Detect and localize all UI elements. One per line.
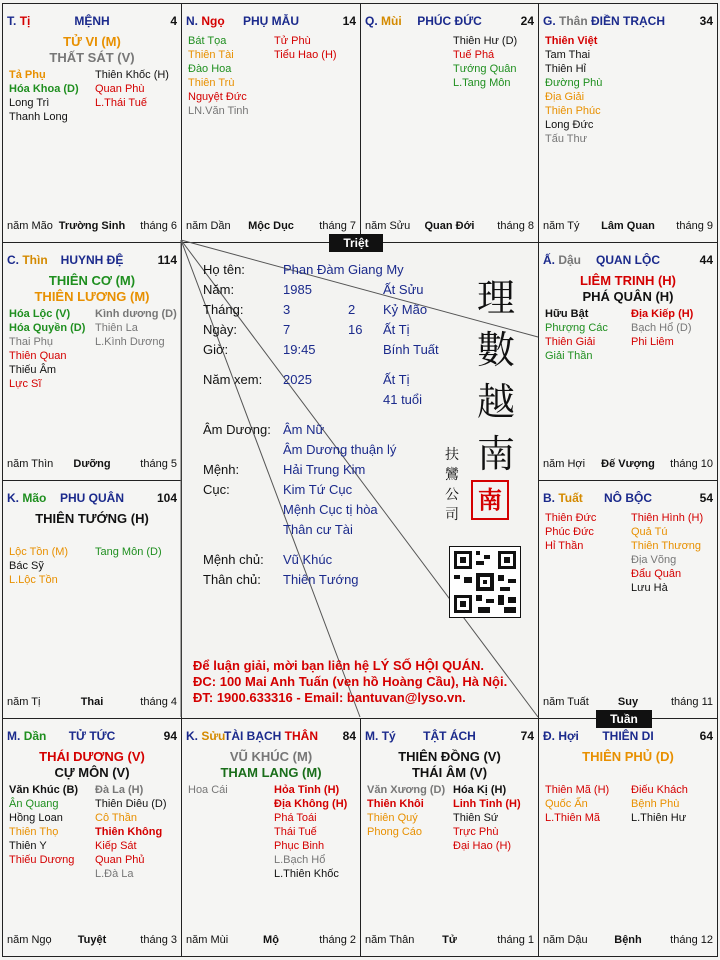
palace-number: 34 — [699, 14, 713, 28]
palace-chi: Dần — [23, 729, 47, 743]
thang-label: Tháng: — [203, 302, 244, 317]
calligraphy-char: 南 — [476, 432, 515, 476]
palace-can: Ấ. — [543, 253, 555, 267]
main-star: THIÊN ĐỒNG (V) — [398, 749, 501, 764]
palace-year: năm Hợi — [543, 458, 586, 470]
palace-chi: Mão — [22, 491, 47, 505]
palace-number: 44 — [699, 253, 713, 267]
calligraphy-char: 越 — [476, 380, 515, 424]
minor-star: Địa Giải — [545, 91, 585, 103]
minor-star: Thiên Trù — [188, 77, 235, 89]
ho-ten-value: Phan Đàm Giang My — [283, 262, 404, 277]
palace-life-stage: Trường Sinh — [58, 220, 126, 232]
minor-star: Thiên Diêu (D) — [95, 798, 167, 810]
minor-star: Trực Phù — [453, 826, 499, 838]
minor-star: L.Thái Tuế — [95, 97, 147, 109]
minor-star: Hóa Kị (H) — [453, 784, 507, 796]
side-char: 鸞 — [445, 467, 459, 483]
palace-month: tháng 10 — [670, 458, 713, 470]
palace-life-stage: Mộc Dục — [248, 220, 294, 232]
minor-star: Thiên Quý — [367, 812, 418, 824]
palace-number: 24 — [520, 14, 534, 28]
palace-life-stage: Lâm Quan — [601, 220, 655, 232]
palace-can: Q. — [365, 14, 378, 28]
minor-star: Quốc Ấn — [545, 798, 588, 810]
palace-name-text: TẬT ÁCH — [423, 729, 476, 743]
main-star: THIÊN LƯƠNG (M) — [34, 289, 150, 304]
palace-can: T. — [7, 14, 17, 28]
cuc-value: Kim Tứ Cục — [283, 482, 353, 497]
side-char: 公 — [445, 487, 459, 503]
minor-star: L.Lộc Tồn — [9, 574, 58, 586]
main-star: VŨ KHÚC (M) — [229, 749, 313, 764]
palace-life-stage: Tuyệt — [77, 934, 107, 946]
nam-xem-label: Năm xem: — [203, 372, 263, 387]
palace-name-text: QUAN LỘC — [596, 253, 660, 267]
minor-star: Phong Cáo — [367, 826, 423, 838]
minor-star: Tấu Thư — [545, 133, 588, 145]
minor-star: Địa Không (H) — [274, 798, 348, 810]
minor-star: Địa Kiếp (H) — [631, 308, 694, 320]
minor-star: Phi Liêm — [631, 336, 674, 348]
minor-star: Thiên Thọ — [9, 826, 59, 838]
palace-month: tháng 11 — [670, 696, 713, 708]
palace-number: 64 — [699, 729, 713, 743]
palace-life-stage: Mộ — [263, 934, 279, 946]
minor-star: LN.Văn Tinh — [188, 105, 249, 117]
palace-number: 114 — [157, 253, 177, 267]
minor-star: Thiên Quan — [9, 350, 67, 362]
minor-star: L.Đà La — [95, 868, 134, 880]
minor-star: Thiên Mã (H) — [545, 784, 610, 796]
ho-ten-label: Họ tên: — [203, 262, 245, 277]
minor-star: Thiếu Dương — [9, 854, 75, 866]
palace-name-text: MỆNH — [74, 14, 110, 28]
palace-month: tháng 2 — [319, 934, 356, 946]
minor-star: L.Tang Môn — [453, 77, 511, 89]
minor-star: Long Đức — [545, 119, 594, 131]
palace-year: năm Dần — [186, 220, 231, 232]
menh-value: Hải Trung Kim — [283, 462, 366, 477]
minor-star: Đường Phù — [545, 77, 603, 89]
minor-star: Tả Phụ — [9, 69, 46, 81]
minor-star: Thanh Long — [9, 111, 68, 123]
minor-star: Tam Thai — [545, 49, 591, 61]
minor-star: Văn Khúc (B) — [9, 784, 79, 796]
than-cu-value: Thân cư Tài — [283, 522, 353, 537]
minor-star: Quan Phủ — [95, 854, 145, 866]
minor-star: L.Thiên Mã — [545, 812, 601, 824]
palace-number: 4 — [170, 14, 177, 28]
minor-star: Văn Xương (D) — [367, 784, 446, 796]
palace-life-stage: Tử — [442, 934, 457, 946]
minor-star: Phá Toái — [274, 812, 317, 824]
minor-star: Hỉ Thần — [545, 540, 584, 552]
minor-star: Đào Hoa — [188, 63, 232, 75]
palace-name-text: TỬ TỨC — [68, 729, 116, 743]
minor-star: Thiên La — [95, 322, 138, 334]
company-side-text — [443, 445, 461, 525]
palace-year: năm Thân — [365, 934, 415, 946]
thang-am-lich: Kỷ Mão — [383, 302, 428, 317]
gio-duong-lich: 19:45 — [283, 342, 316, 357]
palace-can: B. — [543, 491, 555, 505]
center-info-panel — [181, 240, 536, 714]
palace-year: năm Mão — [7, 220, 53, 232]
nam-xem-value: 2025 — [283, 372, 312, 387]
gio-am-lich: Bính Tuất — [383, 342, 439, 357]
palace-can: N. — [186, 14, 198, 28]
minor-star: Linh Tinh (H) — [453, 798, 521, 810]
main-star: THẤT SÁT (V) — [49, 50, 135, 65]
am-duong-label: Âm Dương: — [203, 422, 271, 437]
minor-star: Điếu Khách — [631, 784, 688, 796]
palace-can: M. — [7, 729, 21, 743]
palace-number: 74 — [520, 729, 534, 743]
palace-month: tháng 3 — [140, 934, 177, 946]
palace-year: năm Tị — [7, 696, 41, 708]
minor-star: Thiên Y — [9, 840, 47, 852]
minor-star: L.Kình Dương — [95, 336, 165, 348]
calligraphy-char: 理 — [476, 276, 515, 320]
minor-star: Kiếp Sát — [95, 840, 137, 852]
palace-month: tháng 5 — [140, 458, 177, 470]
minor-star: Long Trì — [9, 97, 50, 109]
minor-star: Thiên Tài — [188, 49, 234, 61]
minor-star: Bệnh Phù — [631, 798, 680, 810]
than-chu-value: Thiên Tướng — [283, 572, 359, 587]
palace-name-text: PHU QUÂN — [59, 491, 124, 505]
minor-star: Lộc Tồn (M) — [9, 546, 69, 558]
minor-star: Nguyệt Đức — [188, 91, 247, 103]
palace-month: tháng 8 — [497, 220, 534, 232]
minor-star: Thiên Giải — [545, 336, 596, 348]
ngay-duong-lich: 7 — [283, 322, 291, 337]
am-duong-value: Âm Nữ — [283, 422, 325, 437]
thang-am-lich-num: 2 — [348, 302, 356, 317]
palace-year: năm Thìn — [7, 458, 54, 470]
ngay-label: Ngày: — [203, 322, 237, 337]
tuoi-value: 41 tuổi — [383, 392, 423, 407]
cuc-hoa-value: Mệnh Cục tị hòa — [283, 502, 378, 517]
tuan-tag: Tuần — [596, 710, 652, 728]
minor-star: Đẩu Quân — [631, 568, 682, 580]
minor-star: Hồng Loan — [9, 812, 63, 824]
minor-star: L.Bạch Hổ — [274, 854, 326, 866]
palace-chi: Mùi — [381, 14, 402, 28]
notice-line-3: ĐT: 1900.633316 - Email: bantuvan@lyso.vn. — [193, 690, 466, 705]
palace-can: K. — [186, 729, 198, 743]
minor-star: Tiểu Hao (H) — [274, 49, 337, 61]
main-star: LIÊM TRINH (H) — [579, 273, 677, 288]
palace-name-text: THIÊN DI — [602, 729, 654, 743]
minor-star: Thiên Đức — [545, 512, 597, 524]
palace-can: C. — [7, 253, 19, 267]
minor-star: Tử Phù — [274, 35, 311, 47]
calligraphy-logo — [466, 272, 526, 480]
palace-chi: Hợi — [558, 729, 579, 743]
minor-star: Đà La (H) — [95, 784, 144, 796]
palace-than-marker: THÂN — [284, 729, 318, 743]
minor-star: Lưu Hà — [631, 582, 668, 594]
minor-star: Thai Phụ — [9, 336, 54, 348]
minor-star: Thiên Không — [95, 826, 163, 838]
palace-month: tháng 9 — [676, 220, 713, 232]
palace-month: tháng 4 — [140, 696, 177, 708]
palace-year: năm Sửu — [365, 220, 411, 232]
qr-code-icon — [449, 546, 521, 618]
ngay-am-lich-num: 16 — [348, 322, 363, 337]
palace-number: 94 — [163, 729, 177, 743]
palace-chi: Tuất — [558, 491, 583, 505]
menh-chu-label: Mệnh chủ: — [203, 552, 264, 567]
minor-star: L.Thiên Hư — [631, 812, 687, 824]
palace-chi: Tị — [19, 14, 31, 28]
menh-label: Mệnh: — [203, 462, 240, 477]
minor-star: Tướng Quân — [453, 63, 517, 75]
palace-life-stage: Dưỡng — [73, 458, 111, 470]
am-duong-thuan-ly: Âm Dương thuận lý — [283, 442, 397, 457]
palace-can: Đ. — [543, 729, 555, 743]
nam-label: Năm: — [203, 282, 235, 297]
main-star: THÁI DƯƠNG (V) — [39, 749, 145, 764]
minor-star: Quả Tú — [631, 526, 668, 538]
side-char: 司 — [445, 507, 459, 523]
minor-star: Hóa Lộc (V) — [9, 308, 71, 320]
triet-tag: Triệt — [329, 234, 383, 252]
minor-star: Đại Hao (H) — [453, 840, 512, 852]
palace-number: 104 — [156, 491, 177, 505]
palace-month: tháng 7 — [319, 220, 356, 232]
palace-year: năm Dậu — [543, 934, 588, 946]
palace-can: M. — [365, 729, 379, 743]
nam-am-lich: Ất Sửu — [383, 282, 424, 297]
palace-chi: Sửu — [201, 729, 226, 743]
palace-number: 14 — [342, 14, 356, 28]
palace-year: năm Tuất — [543, 696, 589, 708]
gio-label: Giờ: — [203, 342, 229, 357]
minor-star: Thiên Sứ — [453, 812, 499, 824]
minor-star: Thiên Thương — [631, 540, 702, 552]
palace-chi: Dậu — [558, 253, 582, 267]
minor-star: Thái Tuế — [274, 826, 317, 838]
palace-number: 54 — [699, 491, 713, 505]
palace-year: năm Mùi — [186, 934, 229, 946]
palace-year: năm Ngọ — [7, 934, 52, 946]
minor-star: Hóa Quyền (D) — [9, 322, 86, 334]
red-seal-stamp: 南 — [471, 480, 509, 520]
minor-star: Quan Phù — [95, 83, 145, 95]
minor-star: Ân Quang — [9, 798, 59, 810]
palace-name-text: NÔ BỘC — [604, 491, 652, 505]
minor-star: Thiên Hỉ — [545, 63, 586, 75]
palace-month: tháng 6 — [140, 220, 177, 232]
minor-star: Giải Thần — [545, 350, 593, 362]
minor-star: Thiên Việt — [545, 35, 598, 47]
palace-name-text: PHỤ MẪU — [243, 14, 299, 28]
palace-year: năm Tý — [543, 220, 580, 232]
main-star: THÁI ÂM (V) — [411, 765, 488, 780]
main-star: THIÊN CƠ (M) — [48, 273, 136, 288]
minor-star: Thiên Hư (D) — [453, 35, 518, 47]
nam-xem-am-lich: Ất Tị — [383, 372, 410, 387]
thang-duong-lich: 3 — [283, 302, 291, 317]
palace-name-text: HUYNH ĐỆ — [60, 253, 124, 267]
cuc-label: Cục: — [203, 482, 230, 497]
minor-star: Phúc Đức — [545, 526, 594, 538]
minor-star: Thiên Phúc — [545, 105, 601, 117]
palace-life-stage: Thai — [80, 696, 104, 708]
nam-duong-lich: 1985 — [283, 282, 312, 297]
main-star: THAM LANG (M) — [220, 765, 322, 780]
minor-star: Hỏa Tinh (H) — [274, 784, 340, 796]
main-star: CỰ MÔN (V) — [54, 765, 130, 780]
notice-line-2: ĐC: 100 Mai Anh Tuấn (ven hồ Hoàng Cầu), Hà Nội. — [193, 674, 508, 689]
minor-star: Phục Binh — [274, 840, 325, 852]
main-star: THIÊN TƯỚNG (H) — [35, 511, 149, 526]
palace-chi: Tý — [381, 729, 396, 743]
minor-star: Thiên Hình (H) — [631, 512, 704, 524]
palace-chi: Ngọ — [201, 14, 225, 28]
minor-star: Lực Sĩ — [9, 378, 42, 390]
palace-life-stage: Suy — [617, 696, 639, 708]
minor-star: Hoa Cái — [188, 784, 228, 796]
minor-star: Thiên Khốc (H) — [95, 69, 169, 81]
minor-star: Tuế Phá — [453, 49, 495, 61]
minor-star: Bát Tọa — [188, 35, 227, 47]
notice-line-1: Để luận giải, mời bạn liên hệ LÝ SỐ HỘI QUÁN. — [193, 658, 484, 673]
minor-star: Cô Thần — [95, 812, 137, 824]
palace-chi: Thìn — [22, 253, 48, 267]
minor-star: Bạch Hổ (D) — [631, 322, 692, 334]
palace-can: G. — [543, 14, 556, 28]
palace-life-stage: Bệnh — [614, 934, 642, 946]
main-star: THIÊN PHỦ (D) — [582, 749, 674, 764]
main-star: PHÁ QUÂN (H) — [582, 289, 674, 304]
palace-name-text: PHÚC ĐỨC — [417, 14, 482, 28]
than-chu-label: Thân chủ: — [203, 572, 261, 587]
main-star: TỬ VI (M) — [63, 34, 121, 49]
minor-star: Kình dương (D) — [95, 308, 177, 320]
palace-name-text: TÀI BẠCH — [224, 729, 282, 743]
palace-life-stage: Quan Đới — [424, 220, 475, 232]
minor-star: Thiếu Âm — [9, 364, 57, 376]
palace-chi: Thân — [559, 14, 588, 28]
calligraphy-char: 數 — [476, 328, 515, 372]
minor-star: Tang Môn (D) — [95, 546, 162, 558]
side-char: 扶 — [445, 447, 459, 463]
menh-chu-value: Vũ Khúc — [283, 552, 333, 567]
minor-star: Phượng Các — [545, 322, 608, 334]
palace-number: 84 — [342, 729, 356, 743]
palace-month: tháng 1 — [497, 934, 534, 946]
ngay-am-lich: Ất Tị — [383, 322, 410, 337]
minor-star: Địa Võng — [631, 554, 677, 566]
palace-can: K. — [7, 491, 19, 505]
minor-star: Thiên Khôi — [367, 798, 424, 810]
minor-star: Bác Sỹ — [9, 560, 44, 572]
minor-star: Hóa Khoa (D) — [9, 83, 79, 95]
palace-name-text: ĐIỀN TRẠCH — [591, 14, 665, 28]
palace-month: tháng 12 — [670, 934, 713, 946]
minor-star: L.Thiên Khốc — [274, 868, 339, 880]
minor-star: Hữu Bật — [545, 308, 589, 320]
palace-life-stage: Đế Vượng — [601, 458, 655, 470]
